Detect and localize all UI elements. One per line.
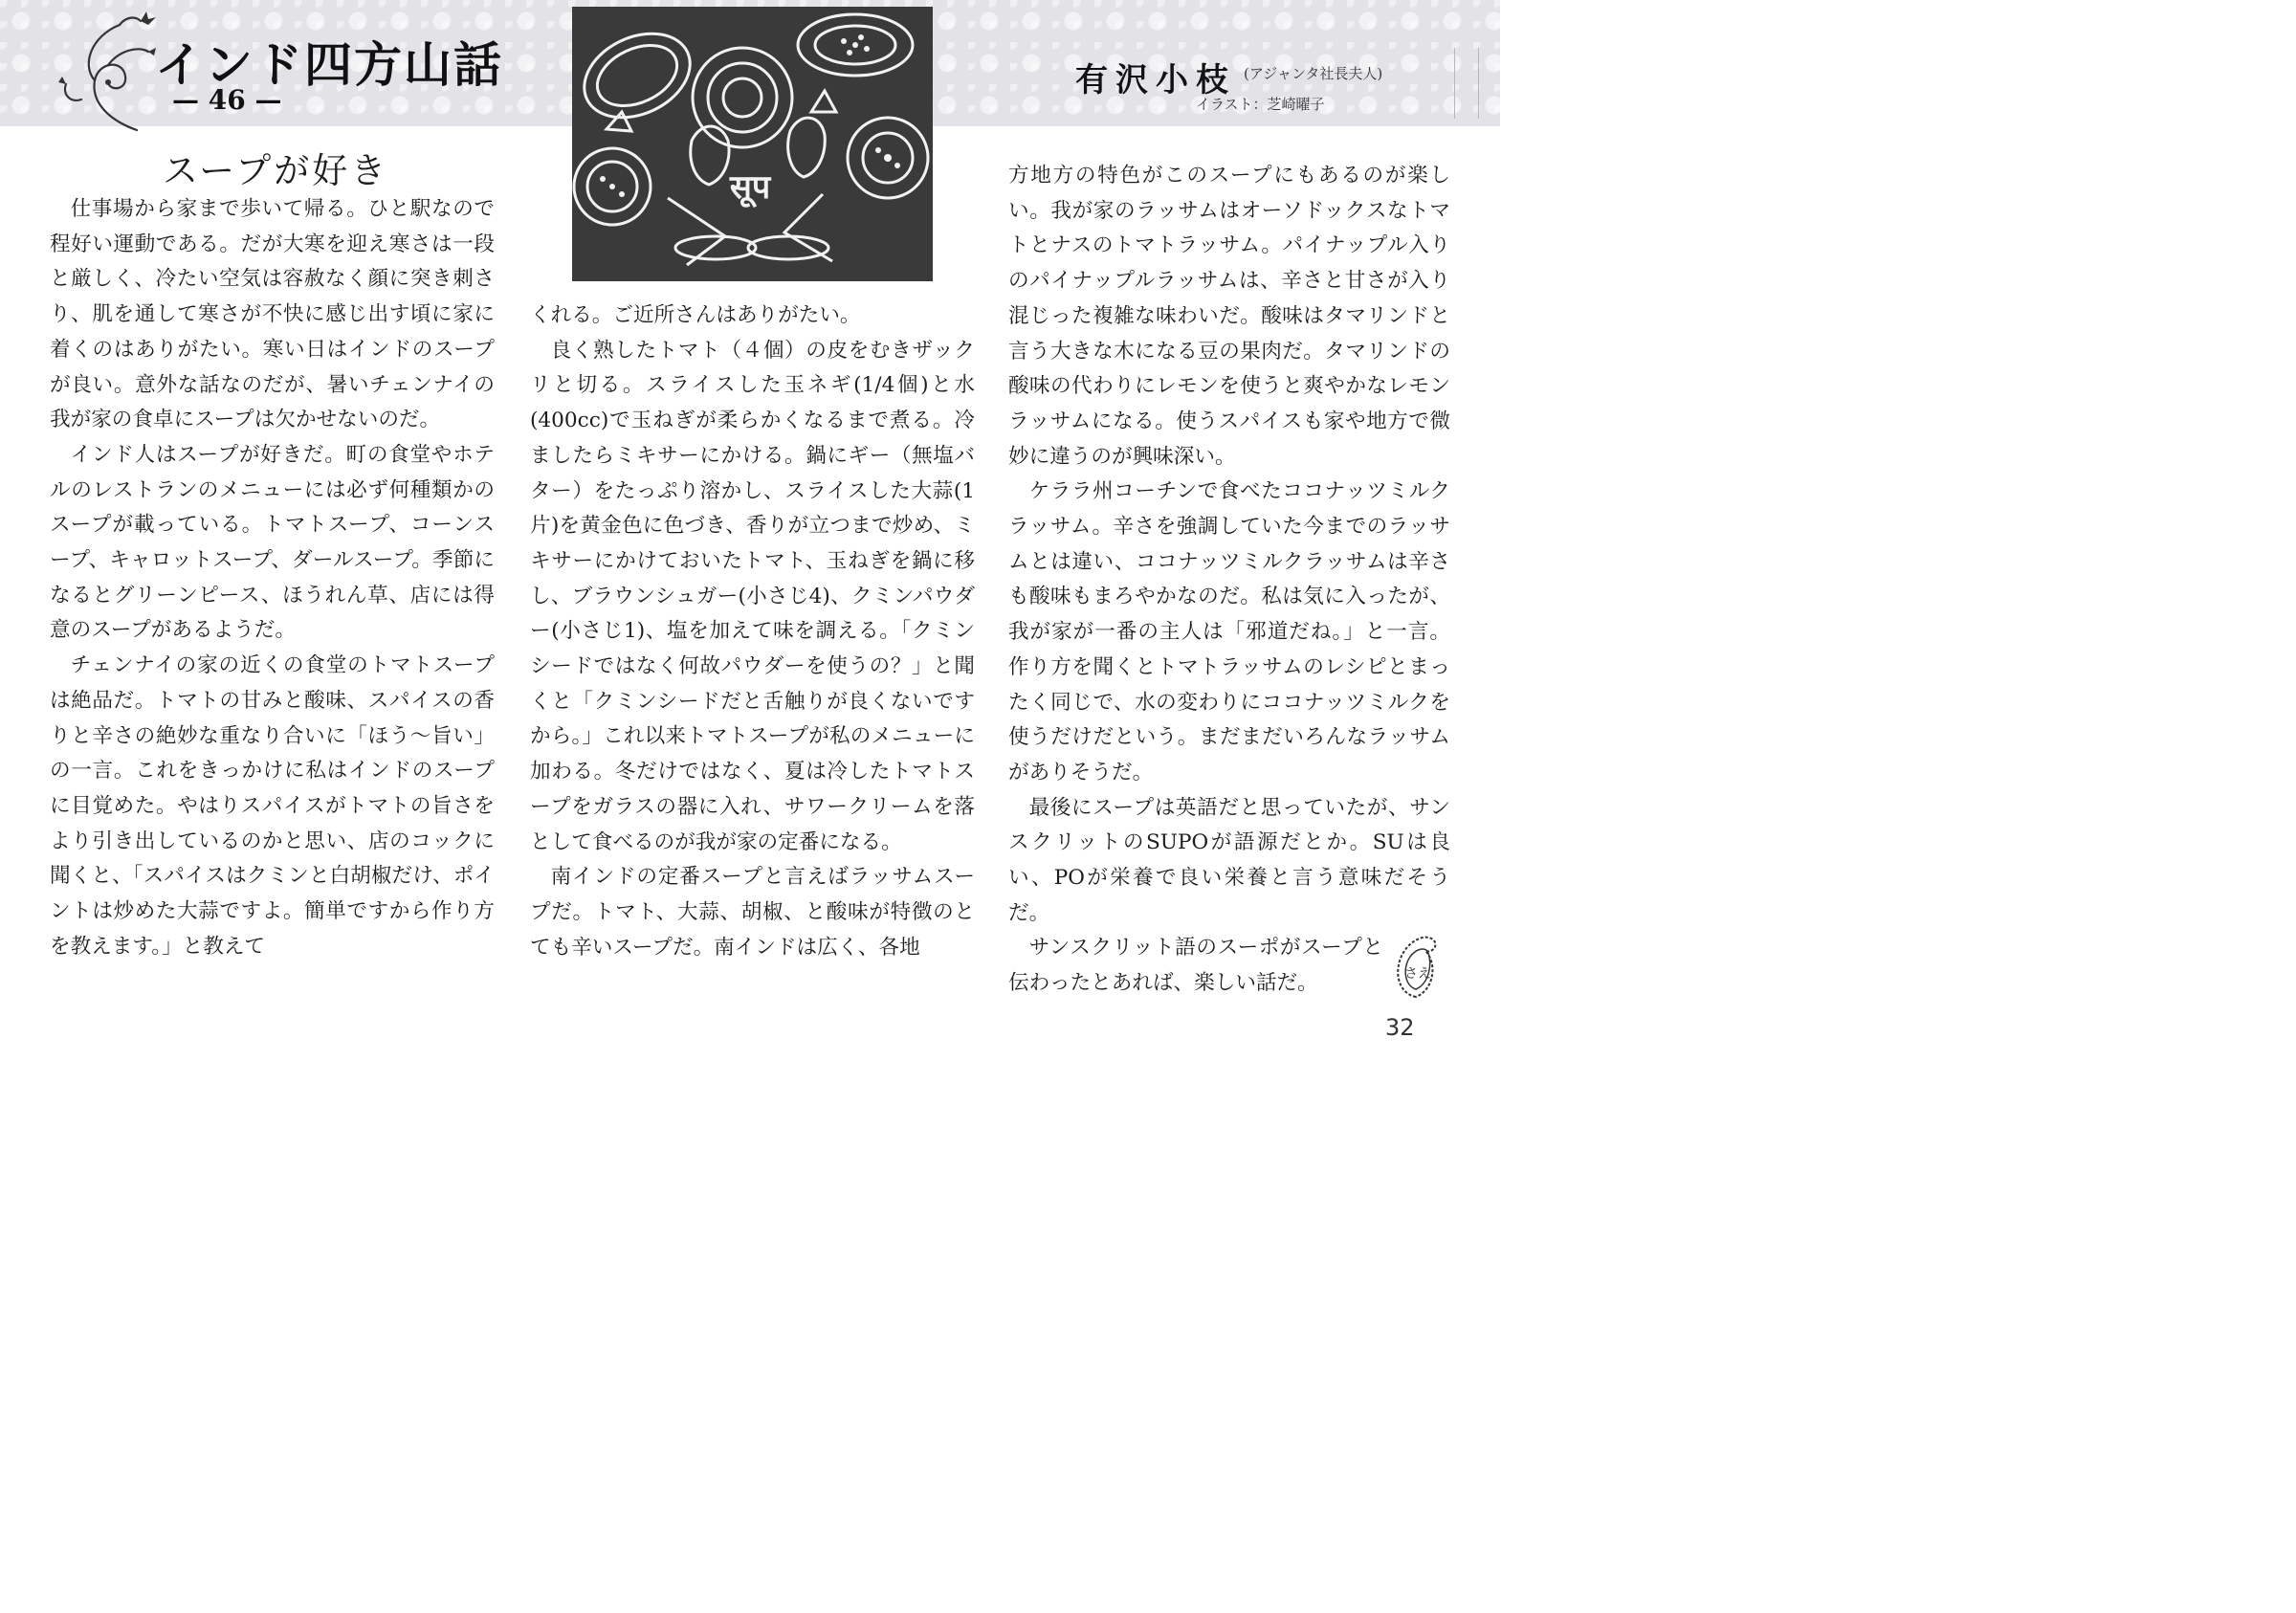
author-name: 有沢小枝 [1075,61,1236,99]
paragraph: 仕事場から家まで歩いて帰る。ひと駅なので程好い運動である。だが大寒を迎え寒さは一段と厳しく、冷たい空気は容赦なく顔に突き刺さり、肌を通して寒さが不快に感じ出す頃に家に着くのはありがたい。寒い日はインドのスープが良い。意外な話なのだが、暑いチェンナイの我が家の食卓にスープは欠かせないのだ。 [50,197,495,432]
article-title: スープが好き [163,150,389,191]
series-number: — 46 — [172,84,282,116]
paragraph: 最後にスープは英語だと思っていたが、サンスクリットのSUPOが語源だとか。SUは良い、POが栄養で良い栄養と言う意味だそうだ。 [1008,795,1450,925]
article-column-2 [530,298,975,965]
decorative-lines [1454,48,1479,119]
illustration-word: सूप [729,168,771,207]
paragraph: サンスクリット語のスーポがスープと伝わったとあれば、楽しい話だ。 [1008,936,1383,996]
paragraph: チェンナイの家の近くの食堂のトマトスープは絶品だ。トマトの甘みと酸味、スパイスの香りと辛さの絶妙な重なり合いに「ほう〜旨い」の一言。これをきっかけに私はインドのスープに目覚めた。やはりスパイスがトマトの旨さをより引き出しているのかと思い、店のコックに聞くと、「スパイスはクミンと白胡椒だけ、ポイントは炒めた大蒜ですよ。簡単ですから作り方を教えます。」と教えて [50,653,495,959]
series-title: インド四方山話 [155,37,503,93]
page-number: 32 [1385,1014,1415,1041]
floral-ornament-icon [53,8,158,134]
paragraph: くれる。ご近所さんはありがたい。 [530,303,861,327]
illustration [572,7,933,281]
paragraph: ケララ州コーチンで食べたココナッツミルクラッサム。辛さを強調していた今までのラッサムとは違い、ココナッツミルクラッサムは辛さも酸味もまろやかなのだ。私は気に入ったが、我が家が一番の主人は「邪道だね。」と一言。作り方を聞くとトマトラッサムのレシピとまったく同じで、水の変わりにココナッツミルクを使うだけだという。まだまだいろんなラッサムがありそうだ。 [1008,479,1450,784]
paragraph: 南インドの定番スープと言えばラッサムスープだ。トマト、大蒜、胡椒、と酸味が特徴のとても辛いスープだ。南インドは広く、各地 [530,865,975,960]
article-column-1 [50,192,495,964]
author-role: (アジャンタ社長夫人) [1244,65,1383,82]
paragraph: 良く熟したトマト（４個）の皮をむきザックリと切る。スライスした玉ネギ(1/4個)と水(400cc)で玉ねぎが柔らかくなるまで煮る。冷ましたらミキサーにかける。鍋にギー（無塩バター）をたっぷり溶かし、スライスした大蒜(1片)を黄金色に色づき、香りが立つまで炒め、ミキサーにかけておいたトマト、玉ねぎを鍋に移し、ブラウンシュガー(小さじ4)、クミンパウダー(小さじ1)、塩を加えて味を調える。「クミンシードではなく何故パウダーを使うの？」と聞くと「クミンシードだと舌触りが良くないですから。」これ以来トマトスープが私のメニューに加わる。冬だけではなく、夏は冷したトマトスープをガラスの器に入れ、サワークリームを落として食べるのが我が家の定番になる。 [530,338,975,854]
paisley-icon [1391,930,1441,1001]
paisley-mark-text: さえ [1404,966,1431,982]
paragraph: インド人はスープが好きだ。町の食堂やホテルのレストランのメニューには必ず何種類かのスープが載っている。トマトスープ、コーンスープ、キャロットスープ、ダールスープ。季節になるとグリーンピース、ほうれん草、店には得意のスープがあるようだ。 [50,442,495,643]
illustration-credit: イラスト：芝崎曜子 [1196,96,1325,113]
paragraph: 方地方の特色がこのスープにもあるのが楽しい。我が家のラッサムはオーソドックスなトマトとナスのトマトラッサム。パイナップル入りのパイナップルラッサムは、辛さと甘さが入り混じった複雑な味わいだ。酸味はタマリンドと言う大きな木になる豆の果肉だ。タマリンドの酸味の代わりにレモンを使うと爽やかなレモンラッサムになる。使うスパイスも家や地方で微妙に違うのが興味深い。 [1008,164,1450,469]
article-column-3 [1008,159,1450,1002]
